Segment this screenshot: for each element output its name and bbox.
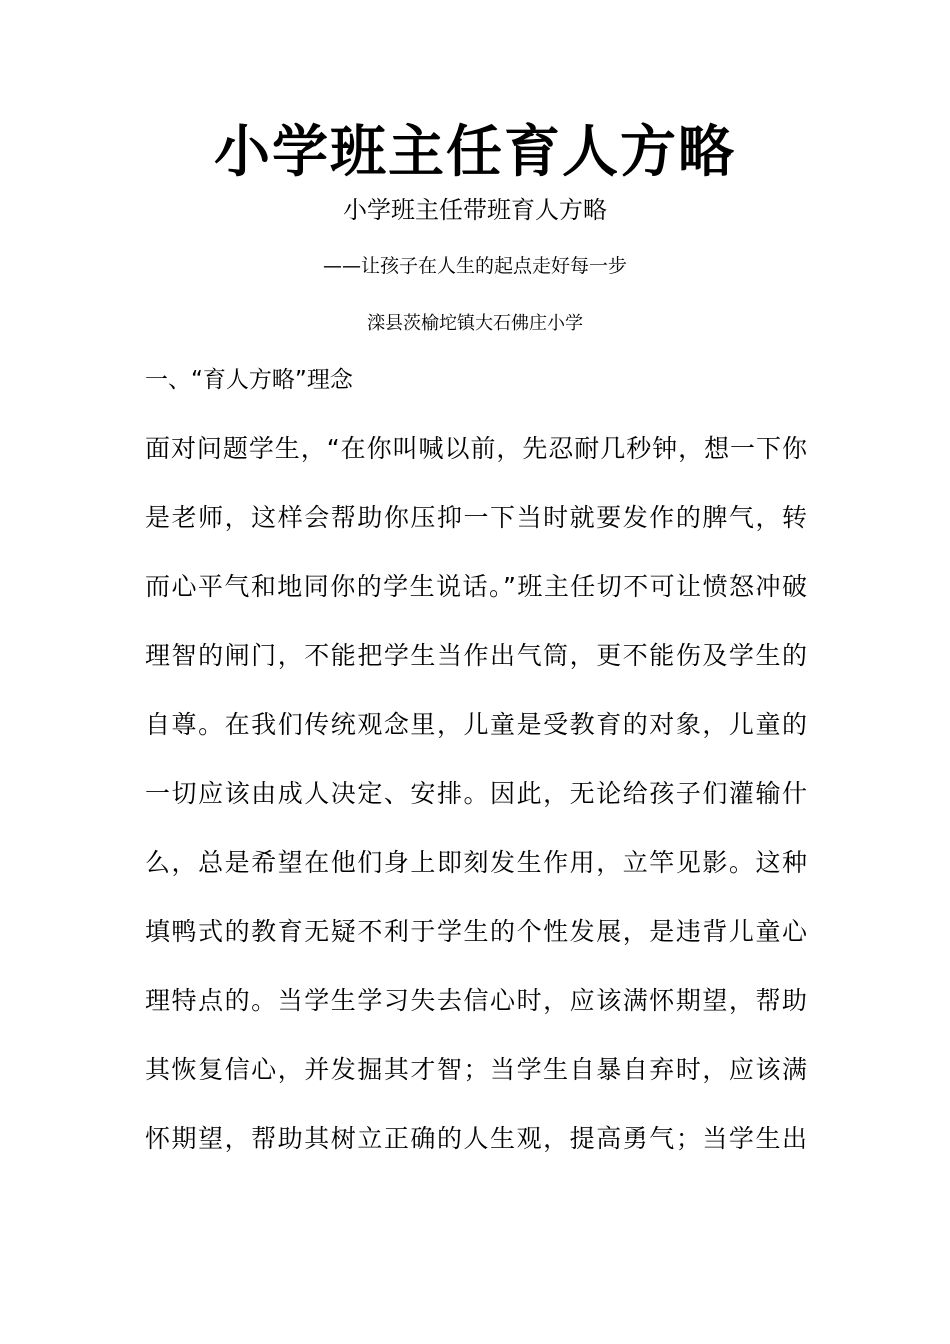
- body-paragraph: [145, 414, 807, 1173]
- section-heading: 一、“育人方略”理念: [145, 367, 353, 393]
- paragraph-line: 么，总是希望在他们身上即刻发生作用，立竿见影。这种: [145, 848, 807, 877]
- paragraph-line: 面对问题学生，“在你叫喊以前，先忍耐几秒钟，想一下你: [145, 434, 807, 463]
- paragraph-line: 其恢复信心，并发掘其才智；当学生自暴自弃时，应该满: [145, 1055, 807, 1084]
- document-title: 小学班主任育人方略: [214, 120, 736, 185]
- document-subtitle: 小学班主任带班育人方略: [343, 196, 607, 224]
- paragraph-line: 是老师，这样会帮助你压抑一下当时就要发作的脾气，转: [145, 503, 807, 532]
- document-motto: ——让孩子在人生的起点走好每一步: [322, 255, 627, 277]
- school-name: 滦县茨榆坨镇大石佛庄小学: [367, 313, 583, 334]
- paragraph-line: 自尊。在我们传统观念里，儿童是受教育的对象，儿童的: [145, 710, 807, 739]
- paragraph-line: 一切应该由成人决定、安排。因此，无论给孩子们灌输什: [145, 779, 807, 808]
- paragraph-line: 怀期望，帮助其树立正确的人生观，提高勇气；当学生出: [145, 1124, 807, 1153]
- paragraph-line: 理智的闸门，不能把学生当作出气筒，更不能伤及学生的: [145, 641, 807, 670]
- paragraph-line: 理特点的。当学生学习失去信心时，应该满怀期望，帮助: [145, 986, 807, 1015]
- paragraph-line: 而心平气和地同你的学生说话。”班主任切不可让愤怒冲破: [145, 572, 807, 601]
- paragraph-line: 填鸭式的教育无疑不利于学生的个性发展，是违背儿童心: [145, 917, 807, 946]
